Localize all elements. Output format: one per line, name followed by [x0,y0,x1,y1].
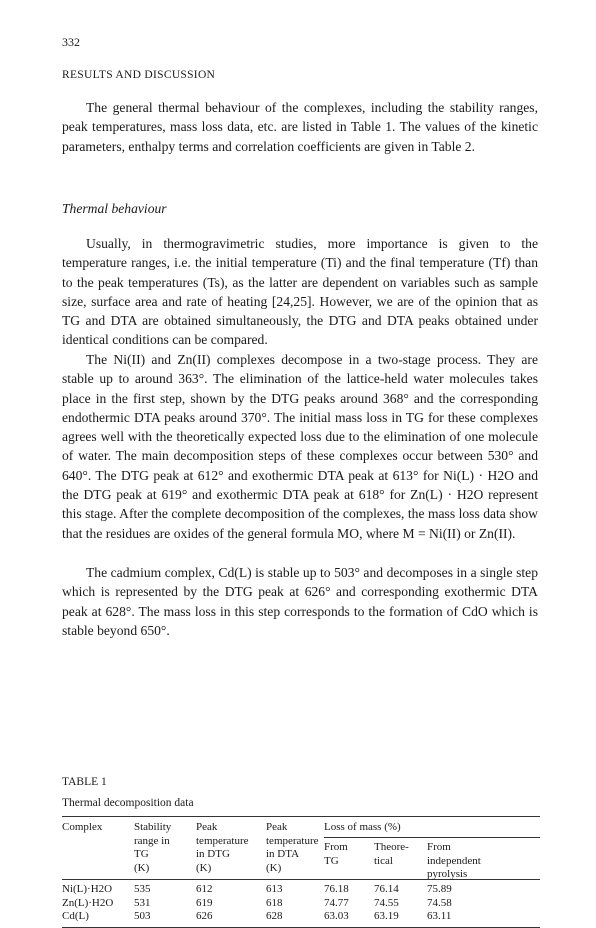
header-complex: Complex [62,821,103,833]
table-bottom-rule [62,927,540,928]
header-theoretical: Theore- tical [374,841,409,867]
cell-complex: Cd(L) [62,910,89,922]
intro-paragraph: The general thermal behaviour of the complexes, including the stability ranges, peak temperatures, mass loss data, etc. are listed in Table 1. The values of the kinetic parameters, enthalpy terms and correlation coefficients are given in Table 2. [62,100,538,154]
cell-peak-dta: 613 [266,883,283,895]
cell-stability: 535 [134,883,151,895]
section-heading: RESULTS AND DISCUSSION [62,69,216,81]
cell-from-tg: 74.77 [324,896,349,909]
table-row [62,883,540,897]
paragraph-1: Usually, in thermogravimetric studies, more importance is given to the temperature ranges, i.e. the initial temperature (Ti) and the final temperature (Tf) than to the peak temperatures (Ts), as the latter are dependent on variables such as sample size, surface area and rate of heating [24,25]. However, we are of the opinion that as TG and DTA are obtained simultaneously, the DTG and DTA peaks obtained under identical conditions can be compared. [62,236,538,348]
header-stability: Stability range in TG (K) [134,821,172,874]
cell-pyrolysis: 74.58 [427,896,452,909]
cell-peak-dta: 618 [266,896,283,909]
header-pyrolysis: From independent pyrolysis [427,841,481,880]
cell-complex: Ni(L)·H2O [62,883,113,895]
cell-pyrolysis: 63.11 [427,910,452,922]
cell-complex: Zn(L)·H2O [62,896,114,909]
header-from-tg: From TG [324,841,348,867]
header-peak-dta: Peak temperature in DTA (K) [266,821,319,874]
table-caption: Thermal decomposition data [62,797,194,809]
table-header [62,817,540,879]
cell-stability: 531 [134,896,151,909]
header-subrule [324,837,540,838]
cell-peak-dtg: 612 [196,883,213,895]
cell-pyrolysis: 75.89 [427,883,452,895]
cell-theoretical: 74.55 [374,896,399,909]
cell-peak-dtg: 626 [196,910,213,922]
paragraph-3: The cadmium complex, Cd(L) is stable up to 503° and decomposes in a single step which is represented by the DTG peak at 626° and corresponding exothermic DTA peak at 628°. The mass loss in this step corresponds to the formation of CdO which is stable beyond 650°. [62,565,538,638]
thermal-data-table [62,816,540,928]
cell-from-tg: 63.03 [324,910,349,922]
cell-theoretical: 63.19 [374,910,399,922]
table-row [62,897,540,911]
subsection-heading: Thermal behaviour [62,201,167,216]
header-loss-of-mass: Loss of mass (%) [324,821,401,833]
cell-peak-dtg: 619 [196,896,213,909]
page-number: 332 [62,35,80,49]
header-peak-dtg: Peak temperature in DTG (K) [196,821,249,874]
cell-peak-dta: 628 [266,910,283,922]
paragraph-2: The Ni(II) and Zn(II) complexes decompose in a two-stage process. They are stable up to around 363°. The elimination of the lattice-held water molecules takes place in the first step, shown by the DTG peaks around 368° and the corresponding endothermic DTA peaks around 370°. The initial mass loss in TG for these complexes agrees well with the theoretically expected loss due to the elimination of one molecule of water. The main decomposition steps of these complexes occur between 530° and 640°. The DTG peak at 612° and exothermic DTA peak at 613° for Ni(L) · H2O and the DTG peak at 619° and exothermic DTA peak at 618° for Zn(L) · H2O represent this stage. After the complete decomposition of the complexes, the mass loss data show that the residues are oxides of the general formula MO, where M = Ni(II) or Zn(II). [62,352,538,541]
cell-stability: 503 [134,910,151,922]
table-row [62,910,540,924]
cell-from-tg: 76.18 [324,883,349,895]
cell-theoretical: 76.14 [374,883,399,895]
table-label: TABLE 1 [62,776,107,788]
table-body [62,880,540,927]
